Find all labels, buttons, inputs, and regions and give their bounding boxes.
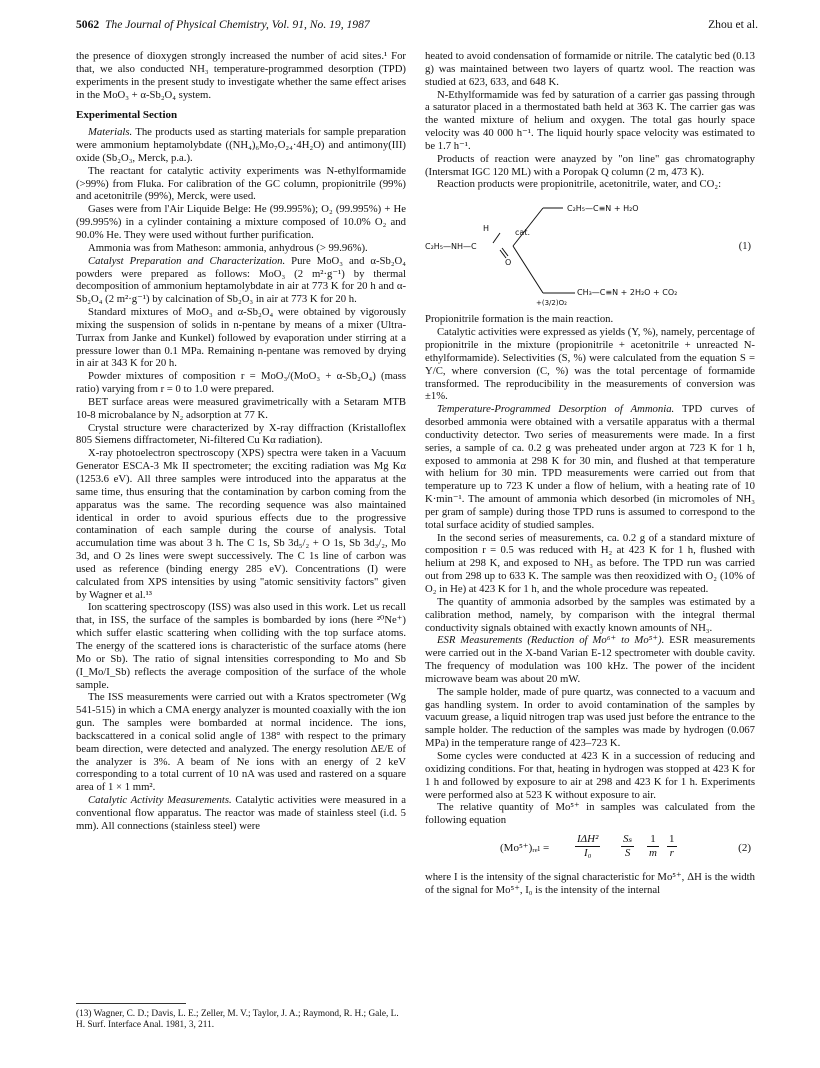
- scheme-h: H: [483, 224, 490, 234]
- iss-paragraph: Ion scattering spectroscopy (ISS) was also used in this work. Let us recall that, in ISS, the surface of the samples is bombarded by ions (here ²⁰Ne⁺) which suffer elastic scattering when colliding with the top surface atoms. The energy of the scattered ions is characteristic of the surface atoms (here Mo or Sb). The ratio of signal intensities corresponding to Mo and Sb (I_Mo/I_Sb) reflects the average composition of the surface of the whole sample.: [76, 601, 406, 691]
- running-authors: Zhou et al.: [708, 18, 758, 31]
- fraction-4-denominator: r: [669, 846, 674, 859]
- yields-paragraph: Catalytic activities were expressed as yields (Y, %), namely, percentage of propionitrile in the mixture (propionitrile + acetonitrile + unreacted N-ethylformamide). Selectivities (S, %) were calculated from the equation S = Y/C, where conversion (C, %) was the total percentage of formamide transformed. The reproducibility in the measurements of conversion was ±1%.: [425, 326, 755, 403]
- fraction-3-numerator: 1: [647, 833, 659, 847]
- activity-text: Catalytic activities were measured in a conventional flow apparatus. The reactor was made of stainless steel (i.d. 5 mm). All connections (stainless steel) were: [76, 794, 406, 832]
- scheme-reactant: C₂H₅—NH—C: [425, 242, 477, 252]
- page-number: 5062: [76, 18, 100, 31]
- esr-paragraph: [425, 634, 755, 685]
- esr-heading: ESR Measurements (Reduction of Mo⁶⁺ to Mo⁵⁺).: [437, 634, 665, 647]
- section-title: Experimental Section: [76, 109, 178, 122]
- formyl-h-bond: [493, 233, 500, 243]
- where-paragraph: where I is the intensity of the signal characteristic for Mo⁵⁺, ΔH is the width of the signal for Mo⁵⁺, I₀ is the intensity of the internal: [425, 871, 755, 896]
- iss-details-paragraph: The ISS measurements were carried out with a Kratos spectrometer (Wg 541-515) in which a CMA energy analyzer is mounted coaxially with the ion gun. The samples were bombarded at normal incidence. The ions, backscattered in a conical solid angle of 138° with respect to the primary beam direction, were detected and analyzed. The energy resolution ΔE/E of the analyzer is 3%. A beam of Ne ions with an energy of 2 keV corresponding to a total current of 10 nA was used and rastered on a square area of 1 × 1 mm².: [76, 691, 406, 794]
- equation-lhs: (Mo⁵⁺)ᵣₑₗ =: [500, 842, 550, 855]
- materials-heading: Materials.: [88, 126, 133, 139]
- fraction-2-denominator: S: [624, 846, 631, 859]
- formyl-o-bond-2: [502, 248, 508, 256]
- gases-paragraph: Gases were from l'Air Liquide Belge: He (99.995%); O₂ (99.995%) + He (99.995%) in a cylinder containing a mixture composed of 10.0% O₂ and 90.0% He. They were used without further purification.: [76, 203, 406, 241]
- tpd-paragraph: [425, 403, 755, 531]
- fraction-1-denominator: I₀: [583, 846, 592, 859]
- second-series-paragraph: In the second series of measurements, ca. 0.2 g of a standard mixture of composition r = 0.5 was reduced with H₂ at 423 K for 1 h, flushed with helium at 298 K, and exposed to NH₃ as before. The TPD run was carried out from 298 up to 633 K. The sample was then reoxidized with O₂ (10% of O₂ in He) at 423 K for 1 h, and the whole procedure was repeated.: [425, 531, 755, 595]
- equation-2: [425, 831, 755, 867]
- tpd-text: TPD curves of desorbed ammonia were obtained with a versatile apparatus with a thermal conductivity detector. Two series of measurements were made. In a first series, a sample of ca. 0.2 g was preheated under argon at 723 K for 1 h, exposed to ammonia at 298 K for 30 min, and flushed at that temperature with helium for 30 min. TPD measurements were carried out from that temperature up to 723 K under a flow of helium, with a heating rate of 10 K·min⁻¹. The amount of ammonia which desorbed (in micromoles of NH₃ per gram of sample) during those TPD runs is assumed to correspond to the total surface acidity of studied samples.: [425, 403, 755, 531]
- scheme-oxygen: +(3/2)O₂: [536, 299, 567, 308]
- fraction-4-numerator: 1: [669, 833, 675, 846]
- fraction-2-numerator: Sₛ: [623, 833, 633, 846]
- heated-paragraph: heated to avoid condensation of formamide or nitrile. The catalytic bed (0.13 g) was maintained between two layers of quartz wool. The reaction was studied at 623, 633, and 648 K.: [425, 50, 755, 88]
- activity-heading: Catalytic Activity Measurements.: [88, 794, 232, 807]
- fraction-3-denominator: m: [649, 846, 657, 859]
- fraction-1: [575, 833, 600, 860]
- reactant-paragraph: The reactant for catalytic activity experiments was N-ethylformamide (>99%) from Fluka. For calibration of the GC column, propionitrile (99%) and acetonitrile (99%), Merck, were used.: [76, 164, 406, 203]
- main-reaction-paragraph: Propionitrile formation is the main reaction.: [425, 313, 614, 326]
- standard-paragraph: Standard mixtures of MoO₃ and α-Sb₂O₄ were obtained by vigorously mixing the suspension of solids in n-pentane by means of a mixer (Ultra-Turrax from Janke and Kunkel) followed by evaporation under stirring at a pressure lower than 0.1 MPa. Remaining n-pentane was removed by drying in air at 343 K for 20 h.: [76, 306, 406, 370]
- intro-paragraph: the presence of dioxygen strongly increased the number of acid sites.¹ For that, we also conducted NH₃ temperature-programmed desorption (TPD) experiments in the present study to investigate whether the same effect arises in the MoO₃ + α-Sb₂O₄ system.: [76, 50, 406, 101]
- esr-text: ESR measurements were carried out in the X-band Varian E-12 spectrometer with double cavity. The frequency of modulation was 100 kHz. The power of the incident microwave beam was about 20 mW.: [425, 634, 755, 685]
- scheme-lower-products: CH₃—C≡N + 2H₂O + CO₂: [577, 288, 678, 298]
- materials-paragraph: [76, 126, 406, 165]
- footnote: [76, 1003, 406, 1031]
- journal-citation: The Journal of Physical Chemistry, Vol. 91, No. 19, 1987: [104, 18, 370, 31]
- holder-paragraph: The sample holder, made of pure quartz, was connected to a vacuum and gas handling system. In order to avoid contamination of the samples by vacuum grease, a liquid nitrogen trap was used just before the entrance to the sample holder. The reduction of the samples was made by hydrogen (0.067 MPa) in the temperature range of 423–723 K.: [425, 685, 756, 750]
- fraction-4: [667, 833, 677, 860]
- left-column: [76, 50, 406, 833]
- bet-paragraph: BET surface areas were measured gravimetrically with a Setaram MTB 10-8 microbalance by N₂ adsorption at 77 K.: [76, 395, 406, 421]
- quantity-paragraph: The quantity of ammonia adsorbed by the samples was estimated by a calibration method, namely, by comparison with the integral thermal conductivity signals obtained with exactly known amounts of NH₃.: [425, 595, 755, 634]
- reaction-scheme: [425, 193, 755, 311]
- right-column: [425, 50, 755, 897]
- fraction-3: [647, 833, 659, 860]
- fraction-2: [621, 833, 634, 860]
- catalyst-heading: Catalyst Preparation and Characterization.: [88, 254, 286, 267]
- tpd-heading: Temperature-Programmed Desorption of Ammonia.: [437, 403, 675, 416]
- footnote-reference-13: (13) Wagner, C. D.; Davis, L. E.; Zeller, M. V.; Taylor, J. A.; Raymond, R. H.; Gale, L. H. Surf. Interface Anal. 1981, 3, 211.: [76, 1009, 399, 1030]
- equation-number-2: (2): [738, 842, 751, 855]
- cycles-paragraph: Some cycles were conducted at 423 K in a succession of reducing and oxidizing conditions. For that, heating in hydrogen was stopped at 423 K for 1 h and followed by exposure to air at 298 and 423 K for 1 h. Experiments were performed also at 523 K without exposure to air.: [425, 749, 755, 801]
- scheme-o: O: [505, 258, 512, 268]
- feed-paragraph: N-Ethylformamide was fed by saturation of a carrier gas passing through a saturator placed in a thermostated bath held at 363 K. The carrier gas was the wanted mixture of helium and oxygen. The total gas hourly space velocity was 40 000 h⁻¹. The liquid hourly space velocity was estimated to be 1.7 h⁻¹.: [425, 88, 755, 152]
- equation-number-1: (1): [738, 241, 751, 253]
- scheme-upper-products: C₂H₅—C≡N + H₂O: [567, 204, 639, 214]
- fraction-1-numerator: IΔH²: [577, 833, 599, 846]
- relative-paragraph: The relative quantity of Mo⁵⁺ in samples was calculated from the following equation: [425, 801, 755, 827]
- lower-branch: [513, 246, 543, 293]
- running-header: [76, 18, 758, 38]
- catalyst-text: Pure MoO₃ and α-Sb₂O₄ powders were prepared as follows: MoO₃ (2 m²·g⁻¹) by thermal decomposition of ammonium heptamolybdate in air at 773 K for 20 h and α-Sb₂O₄ (2 m²·g⁻¹) by calcination of Sb₂O₃ in air at 773 K for 20 h.: [76, 254, 407, 306]
- products-paragraph: Products of reaction were anayzed by "on line" gas chromatography (Intersmat IGC 120 ML) with a Poropak Q column (2 m, 473 K).: [425, 152, 755, 178]
- footnote-rule: [76, 1003, 186, 1004]
- catalyst-paragraph: [76, 255, 406, 306]
- activity-paragraph: [76, 794, 406, 833]
- powder-paragraph: Powder mixtures of composition r = MoO₃/(MoO₃ + α-Sb₂O₄) (mass ratio) varying from r = 0 to 1.0 were prepared.: [76, 370, 406, 396]
- xrd-paragraph: Crystal structure were characterized by X-ray diffraction (Kristalloflex 805 Siemens diffractometer, Ni-filtered Cu Kα radiation).: [76, 421, 406, 447]
- reaction-paragraph: Reaction products were propionitrile, acetonitrile, water, and CO₂:: [437, 178, 722, 191]
- xps-paragraph: X-ray photoelectron spectroscopy (XPS) spectra were taken in a Vacuum Generator ESCA-3 Mk II spectrometer; the exciting radiation was Mg Kα (1253.6 eV). All three samples were introduced into the apparatus at the same time, thus ensuring that the contamination by carbon coming from the apparatus was the same. The recording sequence was also maintained identical in order to avoid spurious effects due to the progressive contamination of each sample during the course of analysis. Total accumulation time was about 3 h. The C 1s, Sb 3d₅/₂ + O 1s, Sb 3d₃/₂, Mo 3d, and O 2s lines were swept successively. The C 1s line of carbon was used as reference (binding energy 285 eV). Concentrations (I) were calculated from XPS intensities by using "atomic sensitivity factors" given by Wagner et al.¹³: [76, 447, 406, 601]
- scheme-catalyst: cat.: [515, 228, 530, 238]
- materials-text: The products used as starting materials for sample preparation were ammonium heptamolybdate ((NH₄)₆Mo₇O₂₄·4H₂O) and antimony(III) oxide (Sb₂O₃, Merck, p.a.).: [76, 126, 406, 164]
- ammonia-paragraph: Ammonia was from Matheson: ammonia, anhydrous (> 99.96%).: [88, 241, 368, 254]
